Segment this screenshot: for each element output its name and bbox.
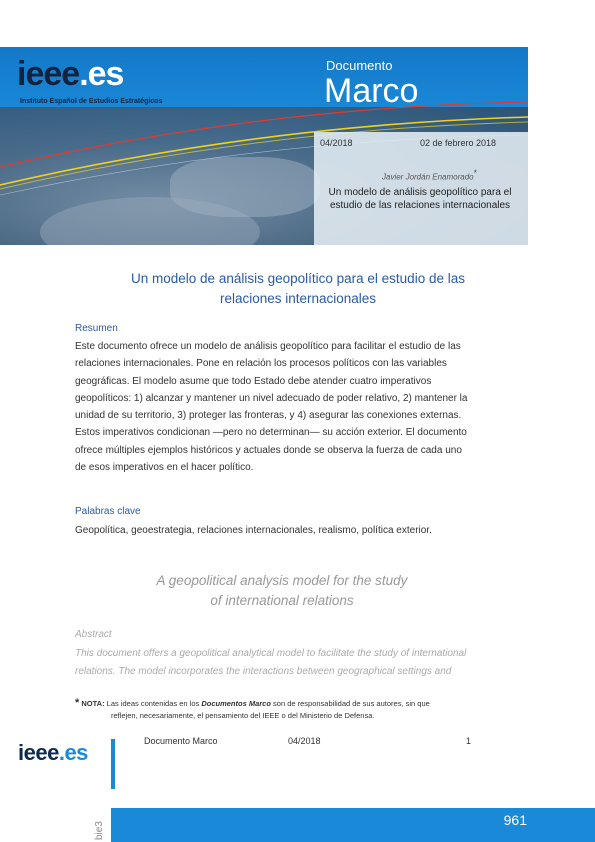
logo-text-main: ieee <box>17 55 80 93</box>
footer-doc-label: Documento Marco <box>144 736 218 746</box>
bottom-bar <box>111 808 595 842</box>
ieee-logo[interactable] <box>17 55 123 94</box>
abstract-line: relations. The model incorporates the interactions between geographical settings and <box>75 665 452 677</box>
english-title-line: A geopolitical analysis model for the study <box>156 573 408 588</box>
doc-author <box>382 168 477 182</box>
footnote-label: NOTA: <box>81 699 105 708</box>
resumen-line: de esos imperativos en el hacer político. <box>75 462 254 474</box>
side-label-text: bie3 <box>94 821 105 840</box>
header-banner <box>0 47 528 245</box>
resumen-line: relaciones internacionales. Pone en relación los procesos políticos con las variables <box>75 358 447 370</box>
side-label <box>92 812 110 842</box>
resumen-heading: Resumen <box>75 323 118 334</box>
footnote-mark: * <box>75 697 80 709</box>
resumen-line: Estos imperativos condicionan —pero no determinan— su acción exterior. El documento <box>75 427 467 439</box>
footer-divider <box>111 739 115 789</box>
footnote-emphasis: Documentos Marco <box>201 699 271 708</box>
resumen-paragraph <box>75 338 490 476</box>
footer-page-number: 1 <box>466 736 472 746</box>
document-type-area <box>314 47 528 132</box>
doc-number: 04/2018 <box>320 138 353 148</box>
footnote <box>75 697 495 722</box>
resumen-line: unidad de su territorio, 3) proteger las fronteras, y 4) asegurar las conexiones externas. <box>75 410 462 422</box>
footnote-text: Las ideas contenidas en los <box>106 699 202 708</box>
doc-type-large: Marco <box>324 72 419 110</box>
page-title-line: relaciones internacionales <box>219 291 377 306</box>
footnote-text: son de responsabilidad de sus autores, sin que <box>270 699 430 708</box>
total-page-number: 961 <box>503 812 527 828</box>
author-footnote-mark: * <box>473 168 478 178</box>
abstract-line: This document offers a geopolitical analytical model to facilitate the study of international <box>75 648 467 659</box>
resumen-line: geográficas. El modelo asume que todo Estado debe atender cuatro imperativos <box>75 375 432 387</box>
author-name: Javier Jordán Enamorado <box>382 172 474 182</box>
document-info-panel <box>314 132 528 245</box>
footer-logo-main: ieee <box>18 740 59 765</box>
page-title-line: Un modelo de análisis geopolítico para el estudio de las <box>131 271 465 286</box>
doc-date: 02 de febrero 2018 <box>420 138 497 148</box>
logo-subtitle: Instituto Español de Estudios Estratégicos <box>20 98 163 105</box>
english-title-line: of international relations <box>210 593 354 608</box>
abstract-paragraph <box>75 645 490 680</box>
resumen-line: ofrece múltiples ejemplos históricos y actuales donde se observa la fuerza de cada uno <box>75 444 462 456</box>
footer-logo[interactable] <box>18 740 88 766</box>
resumen-line: Este documento ofrece un modelo de análisis geopolítico para facilitar el estudio de las <box>75 341 461 352</box>
logo-text-es: .es <box>79 55 124 93</box>
resumen-line: geopolíticos: 1) alcanzar y mantener un nivel adecuado de poder relativo, 2) mantener la <box>75 392 468 404</box>
doc-type-small: Documento <box>326 58 393 73</box>
footer-doc-number: 04/2018 <box>288 736 321 746</box>
doc-short-title: Un modelo de análisis geopolítico para el estudio de las relaciones internacionales <box>328 187 512 211</box>
footnote-line2: reflejen, necesariamente, el pensamiento del IEEE o del Ministerio de Defensa. <box>111 711 375 720</box>
page-title <box>80 269 516 309</box>
abstract-heading: Abstract <box>75 629 112 640</box>
keywords-heading: Palabras clave <box>75 506 141 517</box>
footer-logo-es: .es <box>58 740 88 765</box>
keywords-text: Geopolítica, geoestrategia, relaciones internacionales, realismo, política exterior. <box>75 525 432 536</box>
english-title <box>80 571 484 611</box>
